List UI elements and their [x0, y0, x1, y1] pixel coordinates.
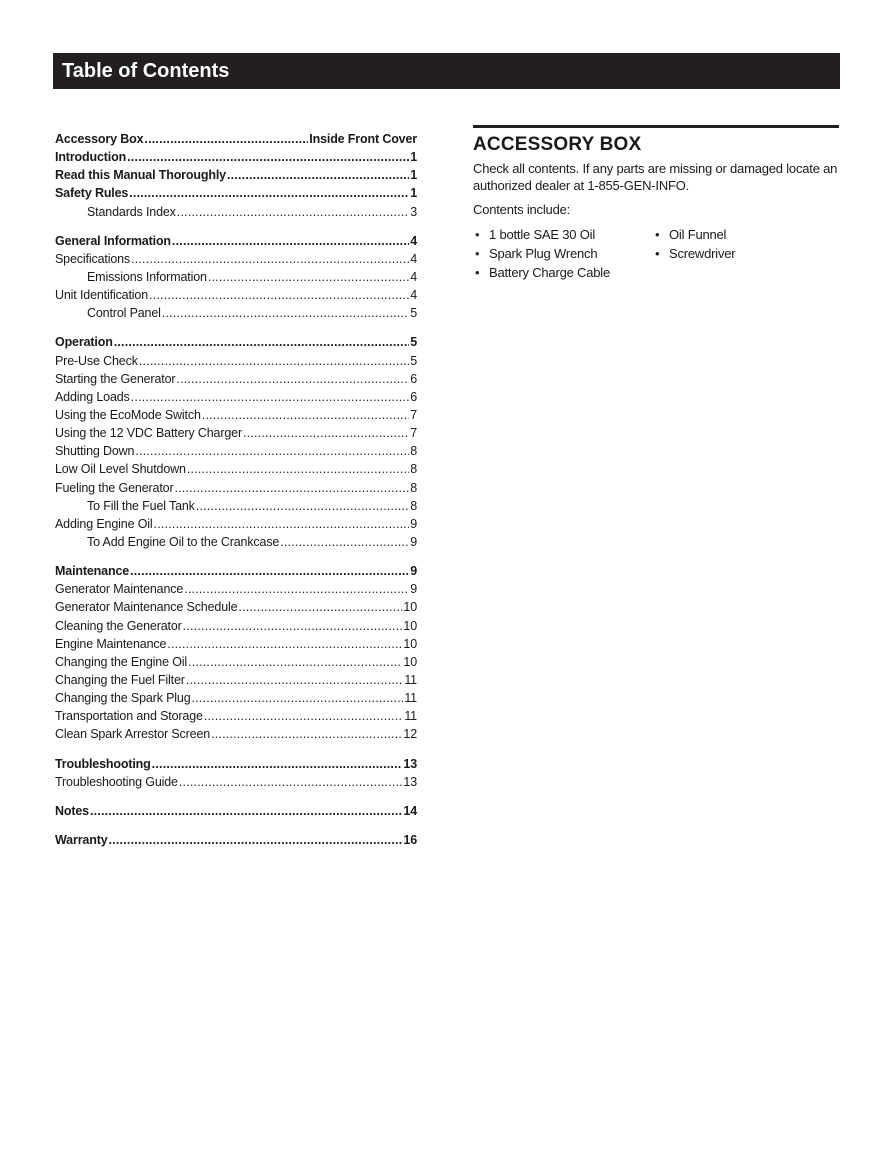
bullet-icon: • — [475, 226, 480, 242]
toc-entry[interactable] — [55, 424, 417, 442]
accessory-box-heading: ACCESSORY BOX — [473, 134, 642, 155]
toc-dot-leader — [176, 370, 409, 388]
toc-dot-leader — [172, 232, 409, 250]
toc-entry[interactable] — [55, 515, 417, 533]
toc-entry-label: Standards Index — [87, 204, 176, 219]
toc-entry-label: Generator Maintenance — [55, 582, 184, 597]
toc-dot-leader — [280, 533, 409, 551]
toc-entry[interactable] — [55, 442, 417, 460]
toc-dot-leader — [179, 773, 403, 791]
toc-entry-label: Adding Engine Oil — [55, 516, 153, 531]
toc-entry-page: 10 — [403, 636, 417, 651]
toc-entry[interactable] — [55, 479, 417, 497]
contents-item-label: Screwdriver — [669, 245, 736, 261]
toc-entry[interactable] — [55, 755, 417, 773]
toc-entry-page: 9 — [410, 582, 417, 597]
bullet-icon: • — [655, 226, 660, 242]
toc-entry-page: 5 — [410, 335, 417, 350]
toc-dot-leader — [154, 515, 410, 533]
toc-entry[interactable] — [55, 533, 417, 551]
toc-dot-leader — [238, 598, 402, 616]
toc-dot-leader — [109, 831, 403, 849]
toc-dot-leader — [139, 352, 409, 370]
toc-dot-leader — [177, 203, 409, 221]
toc-dot-leader — [127, 148, 409, 166]
toc-dot-leader — [149, 286, 409, 304]
toc-entry-label: Emissions Information — [87, 269, 207, 284]
toc-entry[interactable] — [55, 598, 417, 616]
toc-entry-page: 9 — [410, 516, 417, 531]
toc-entry[interactable] — [55, 707, 417, 725]
toc-entry[interactable] — [55, 773, 417, 791]
toc-dot-leader — [131, 250, 409, 268]
toc-entry-label: Starting the Generator — [55, 371, 176, 386]
bullet-icon: • — [655, 245, 660, 261]
toc-entry[interactable] — [55, 562, 417, 580]
toc-entry-page: 4 — [410, 251, 417, 266]
toc-entry-page: 10 — [403, 618, 417, 633]
toc-entry-page: 8 — [410, 480, 417, 495]
toc-entry[interactable] — [55, 460, 417, 478]
toc-dot-leader — [167, 635, 402, 653]
toc-entry[interactable] — [55, 250, 417, 268]
toc-dot-leader — [130, 562, 409, 580]
toc-entry-label: Fueling the Generator — [55, 480, 174, 495]
toc-entry[interactable] — [55, 304, 417, 322]
bullet-icon: • — [475, 264, 480, 280]
contents-item — [473, 246, 653, 262]
toc-entry-label: Unit Identification — [55, 288, 149, 303]
toc-dot-leader — [184, 580, 409, 598]
toc-dot-leader — [129, 184, 409, 202]
toc-entry[interactable] — [55, 166, 417, 184]
toc-dot-leader — [90, 802, 402, 820]
contents-item — [653, 246, 833, 262]
toc-dot-leader — [152, 755, 403, 773]
toc-entry-page: 1 — [410, 186, 417, 201]
toc-entry-label: To Fill the Fuel Tank — [87, 498, 195, 513]
toc-dot-leader — [204, 707, 403, 725]
toc-entry[interactable] — [55, 635, 417, 653]
toc-dot-leader — [202, 406, 409, 424]
toc-entry[interactable] — [55, 725, 417, 743]
toc-entry-label: Clean Spark Arrestor Screen — [55, 727, 211, 742]
toc-entry-page: 11 — [404, 672, 417, 687]
toc-entry-label: Changing the Spark Plug — [55, 691, 191, 706]
toc-entry-label: Cleaning the Generator — [55, 618, 182, 633]
toc-entry-label: Troubleshooting Guide — [55, 774, 178, 789]
toc-entry[interactable] — [55, 617, 417, 635]
toc-dot-leader — [135, 442, 409, 460]
toc-entry-label: Changing the Engine Oil — [55, 654, 188, 669]
toc-entry-page: 3 — [410, 204, 417, 219]
toc-entry-label: Troubleshooting — [55, 756, 151, 771]
toc-entry-label: Accessory Box — [55, 132, 144, 146]
toc-entry-label: Read this Manual Thoroughly — [55, 168, 226, 183]
toc-entry-label: Operation — [55, 335, 113, 350]
toc-entry-page: 9 — [410, 564, 417, 579]
toc-entry-page: 13 — [403, 756, 417, 771]
toc-entry-label: Pre-Use Check — [55, 353, 138, 368]
toc-entry-page: 13 — [403, 774, 417, 789]
toc-dot-leader — [162, 304, 409, 322]
toc-entry[interactable] — [55, 653, 417, 671]
toc-entry-page: 8 — [410, 444, 417, 459]
toc-entry-label: Control Panel — [87, 306, 161, 321]
contents-item — [473, 265, 653, 281]
toc-entry[interactable] — [55, 148, 417, 166]
toc-entry[interactable] — [55, 406, 417, 424]
toc-entry-label: Notes — [55, 803, 89, 818]
toc-entry[interactable] — [55, 203, 417, 221]
accessory-box-intro: Check all contents. If any parts are missing or damaged locate an authorized dealer at 1-855-GEN-INFO. — [473, 161, 838, 193]
toc-entry-label: To Add Engine Oil to the Crankcase — [87, 534, 280, 549]
toc-entry[interactable] — [55, 370, 417, 388]
contents-item — [473, 227, 653, 243]
toc-entry[interactable] — [55, 671, 417, 689]
toc-entry-page: 10 — [403, 600, 417, 615]
toc-entry-label: Warranty — [55, 832, 108, 847]
section-rule — [473, 125, 839, 128]
toc-entry-page: 4 — [410, 269, 417, 284]
toc-entry-page: 6 — [410, 389, 417, 404]
toc-entry-page: 1 — [410, 150, 417, 165]
toc-dot-leader — [196, 497, 409, 515]
accessory-box-section — [473, 125, 839, 281]
page-title: Table of Contents — [53, 53, 840, 89]
contents-item-label: Battery Charge Cable — [489, 264, 611, 280]
bullet-icon: • — [475, 245, 480, 261]
toc-dot-leader — [187, 460, 409, 478]
toc-dot-leader — [211, 725, 402, 743]
toc-entry-page: 10 — [403, 654, 417, 669]
toc-entry-page: 4 — [410, 288, 417, 303]
toc-entry-page: 7 — [410, 426, 417, 441]
contents-label: Contents include: — [473, 202, 571, 217]
toc-dot-leader — [243, 424, 409, 442]
toc-entry-label: Adding Loads — [55, 389, 130, 404]
contents-item-label: 1 bottle SAE 30 Oil — [489, 226, 596, 242]
toc-entry-page: 8 — [410, 498, 417, 513]
toc-entry-label: Changing the Fuel Filter — [55, 672, 185, 687]
toc-dot-leader — [114, 333, 410, 351]
toc-entry-page: 6 — [410, 371, 417, 386]
toc-entry-page: 14 — [403, 803, 417, 818]
toc-entry-page: 11 — [404, 709, 417, 724]
toc-entry[interactable] — [55, 497, 417, 515]
toc-entry-label: Shutting Down — [55, 444, 135, 459]
contents-item-label: Spark Plug Wrench — [489, 245, 598, 261]
toc-entry[interactable] — [55, 802, 417, 820]
toc-entry-page: 9 — [410, 534, 417, 549]
toc-entry-page: 12 — [403, 727, 417, 742]
toc-dot-leader — [208, 268, 409, 286]
toc-entry-page: 5 — [410, 306, 417, 321]
toc-entry-page: 1 — [410, 168, 417, 183]
toc-entry-page: 7 — [410, 407, 417, 422]
toc-entry-page: Inside Front Cover — [309, 132, 417, 146]
toc-entry-label: Engine Maintenance — [55, 636, 167, 651]
toc-dot-leader — [188, 653, 402, 671]
toc-entry-page: 5 — [410, 353, 417, 368]
toc-entry-label: Generator Maintenance Schedule — [55, 600, 238, 615]
toc-entry[interactable] — [55, 831, 417, 849]
toc-entry-page: 16 — [403, 832, 417, 847]
table-of-contents — [55, 130, 417, 849]
toc-entry[interactable] — [55, 388, 417, 406]
toc-entry-label: Introduction — [55, 150, 127, 165]
toc-entry[interactable] — [55, 130, 417, 148]
toc-entry[interactable] — [55, 333, 417, 351]
toc-dot-leader — [131, 388, 410, 406]
toc-dot-leader — [186, 671, 404, 689]
toc-entry-page: 8 — [410, 462, 417, 477]
toc-entry-label: Using the EcoMode Switch — [55, 407, 201, 422]
toc-entry[interactable] — [55, 689, 417, 707]
toc-entry[interactable] — [55, 580, 417, 598]
contents-item-label: Oil Funnel — [669, 226, 727, 242]
toc-dot-leader — [192, 689, 404, 707]
toc-entry-page: 4 — [410, 233, 417, 248]
toc-entry-label: Specifications — [55, 251, 131, 266]
contents-item — [653, 227, 833, 243]
toc-entry[interactable] — [55, 232, 417, 250]
toc-dot-leader — [144, 130, 308, 148]
toc-entry-label: Safety Rules — [55, 186, 129, 201]
toc-entry[interactable] — [55, 184, 417, 202]
toc-entry-page: 11 — [404, 691, 417, 706]
toc-entry[interactable] — [55, 352, 417, 370]
toc-entry[interactable] — [55, 286, 417, 304]
toc-entry-label: Using the 12 VDC Battery Charger — [55, 426, 242, 441]
toc-dot-leader — [174, 479, 409, 497]
contents-list — [473, 227, 839, 281]
toc-entry-label: General Information — [55, 233, 171, 248]
toc-dot-leader — [227, 166, 409, 184]
toc-entry-label: Transportation and Storage — [55, 709, 203, 724]
toc-entry-label: Maintenance — [55, 564, 130, 579]
toc-dot-leader — [183, 617, 403, 635]
toc-entry-label: Low Oil Level Shutdown — [55, 462, 186, 477]
toc-entry[interactable] — [55, 268, 417, 286]
